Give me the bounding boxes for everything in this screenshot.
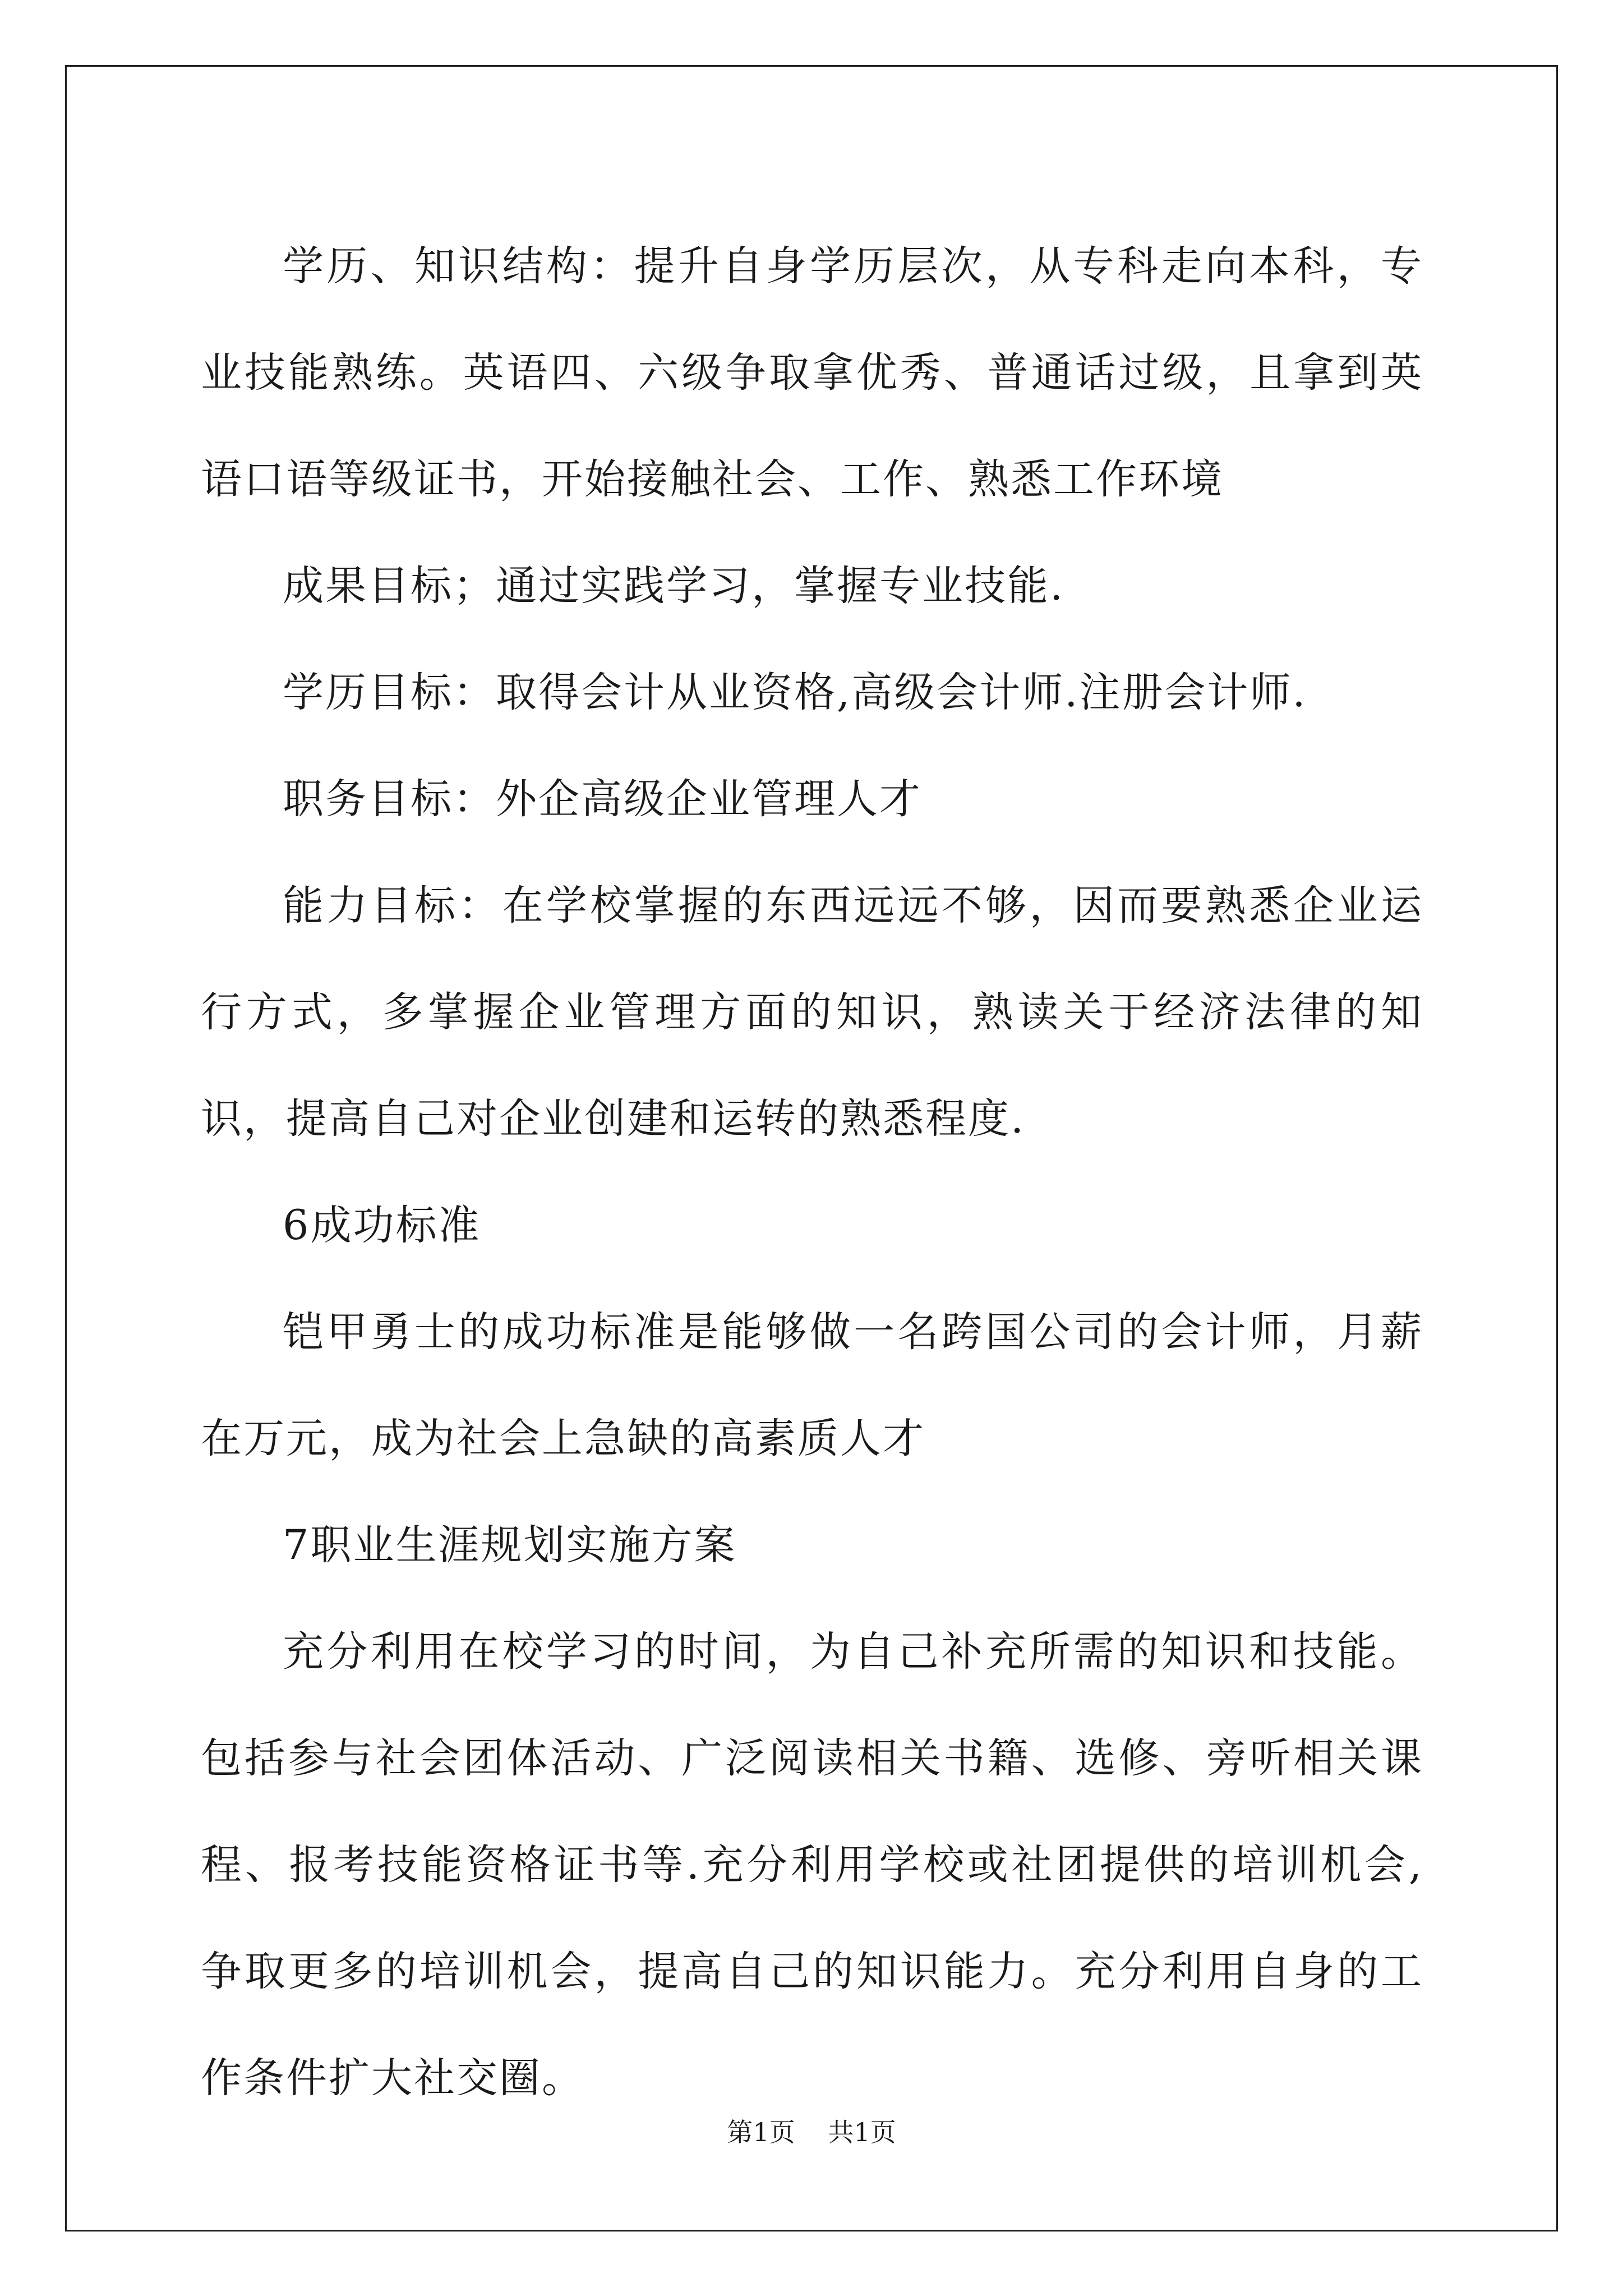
section-heading-implementation-plan: 7职业生涯规划实施方案 — [283, 1521, 737, 1569]
paragraph-result-goal: 成果目标；通过实践学习，掌握专业技能. — [283, 562, 1065, 610]
page-number: 第1页 — [727, 2117, 795, 2147]
page-footer — [0, 2112, 1623, 2149]
paragraph-implementation-plan: 充分利用在校学习的时间，为自己补充所需的知识和技能。包括参与社会团体活动、广泛阅读相关书籍、选修、旁听相关课程、报考技能资格证书等.充分利用学校或社团提供的培训机会,争取更多的培训机会，提高自己的知识能力。充分利用自身的工作条件扩大社交圈。 — [201, 1628, 1423, 2102]
document-body — [201, 213, 1423, 2132]
page-total: 共1页 — [828, 2117, 896, 2147]
paragraph-education-structure: 学历、知识结构：提升自身学历层次，从专科走向本科，专业技能熟练。英语四、六级争取拿优秀、普通话过级，且拿到英语口语等级证书，开始接触社会、工作、熟悉工作环境 — [201, 242, 1423, 503]
paragraph-success-standard: 铠甲勇士的成功标准是能够做一名跨国公司的会计师，月薪在万元，成为社会上急缺的高素质人才 — [201, 1308, 1423, 1462]
paragraph-position-goal: 职务目标：外企高级企业管理人才 — [283, 775, 922, 823]
paragraph-ability-goal: 能力目标：在学校掌握的东西远远不够，因而要熟悉企业运行方式，多掌握企业管理方面的知识，熟读关于经济法律的知识，提高自己对企业创建和运转的熟悉程度. — [201, 882, 1423, 1143]
paragraph-education-goal: 学历目标：取得会计从业资格,高级会计师.注册会计师. — [283, 669, 1307, 716]
section-heading-success-standard: 6成功标准 — [283, 1202, 481, 1249]
